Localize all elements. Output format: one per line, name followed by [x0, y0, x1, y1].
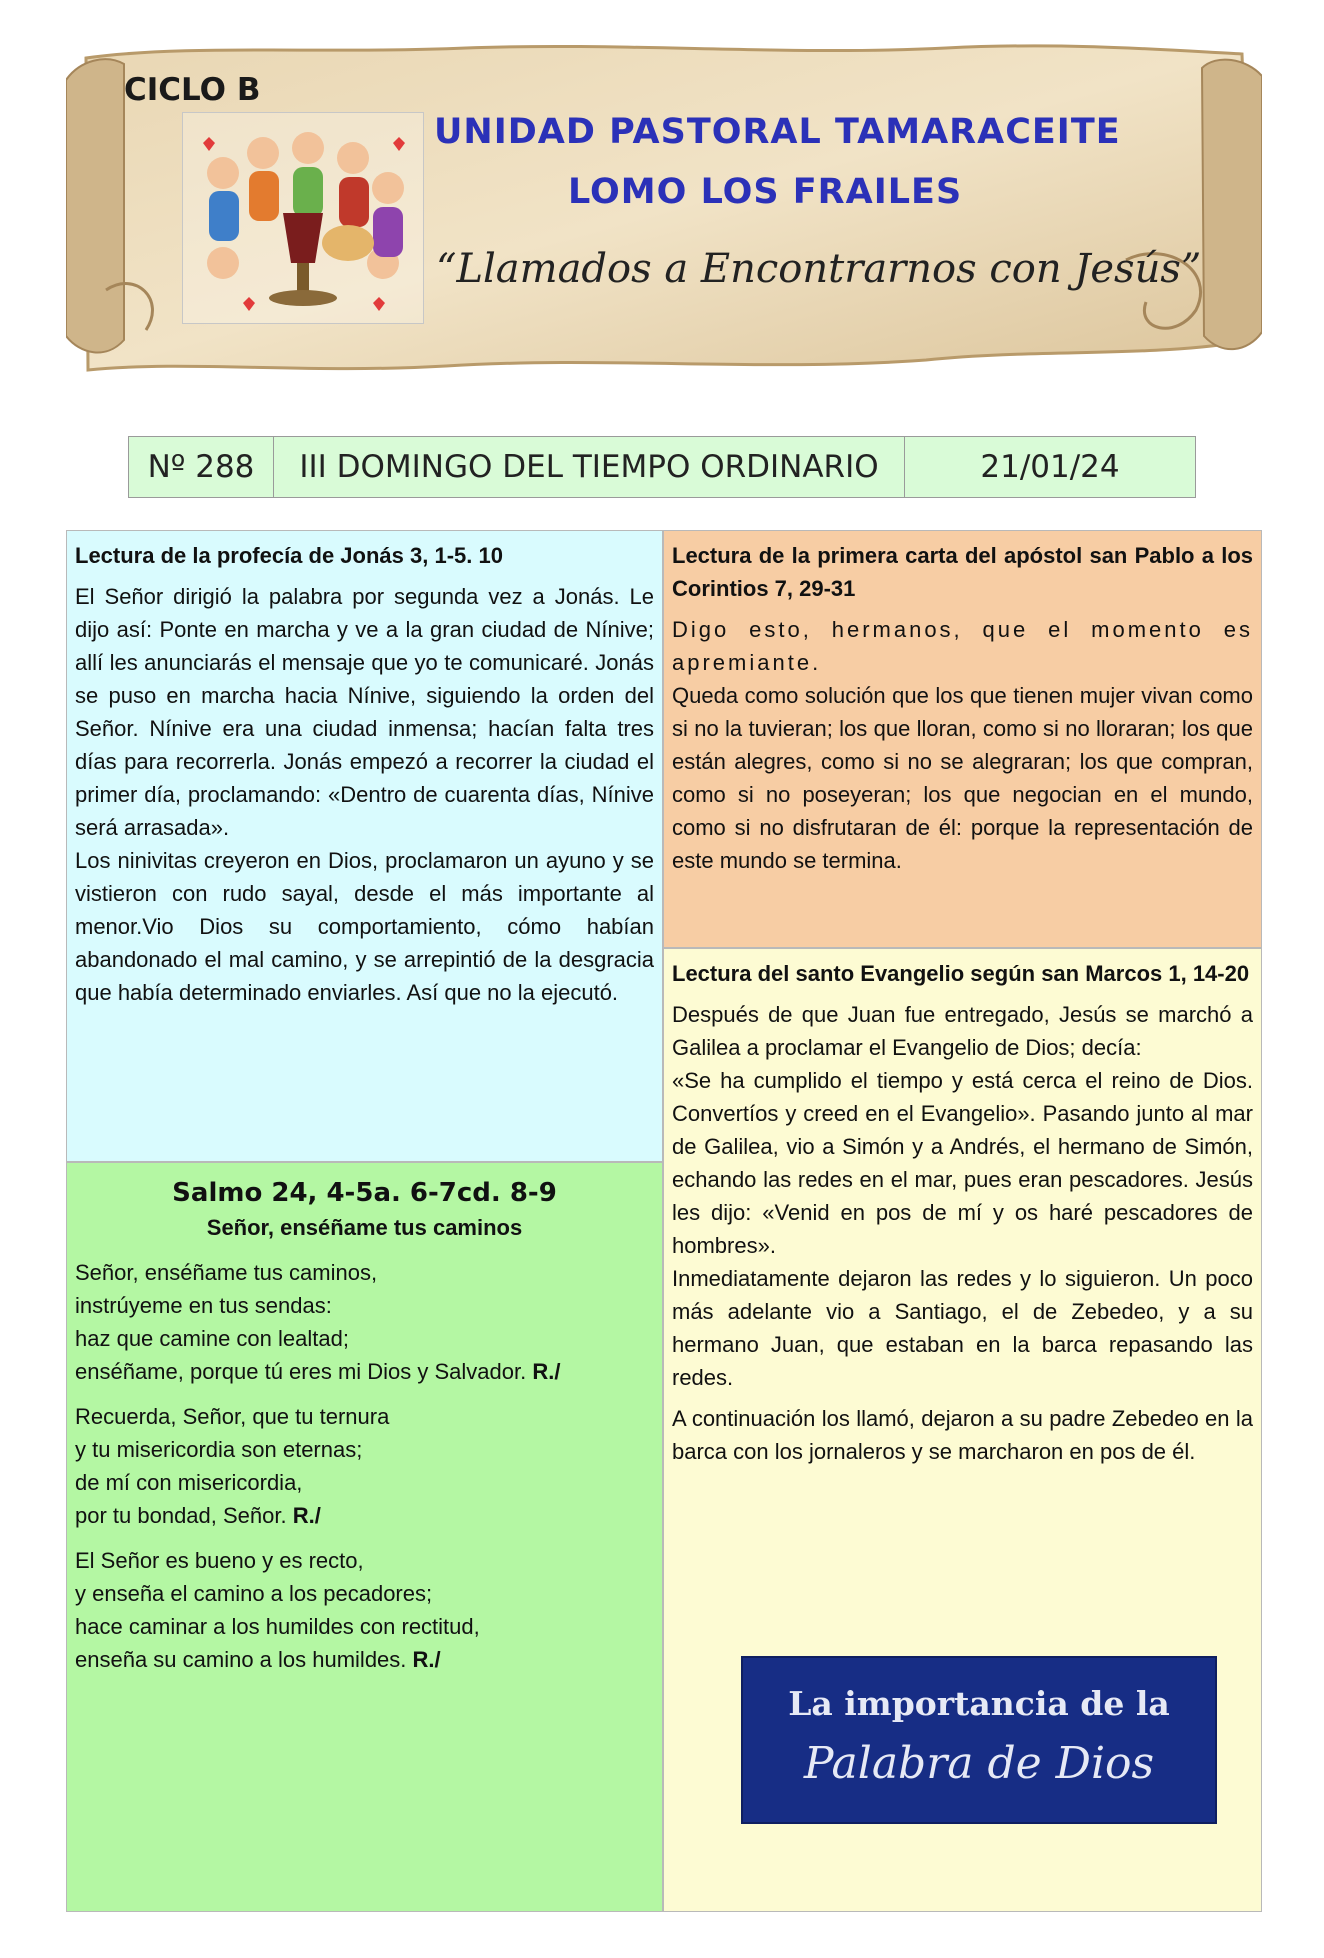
psalm-line-text: por tu bondad, Señor.: [75, 1503, 287, 1528]
psalm-box: [66, 1162, 663, 1912]
ciclo-label: CICLO B: [124, 72, 261, 108]
motto: “Llamados a Encontrarnos con Jesús”: [436, 246, 1202, 292]
issue-info-bar: [128, 436, 1196, 498]
gospel-heading: Lectura del santo Evangelio según san Marcos 1, 14-20: [672, 961, 1250, 986]
psalm-title: Salmo 24, 4-5a. 6-7cd. 8-9: [172, 1178, 557, 1208]
palabra-line1: La importancia de la: [788, 1684, 1170, 1723]
psalm-line-text: enséñame, porque tú eres mi Dios y Salvador.: [75, 1359, 527, 1384]
psalm-line: haz que camine con lealtad;: [75, 1326, 349, 1351]
first-reading-box: [66, 530, 663, 1162]
psalm-line: de mí con misericordia,: [75, 1470, 303, 1495]
refrain-mark: R./: [292, 1503, 321, 1528]
second-reading-paragraph: Queda como solución que los que tienen mujer vivan como si no la tuvieran; los que lloran, como si no lloraran; los que están alegres, como si no se alegraran; los que compran, como si no poseyeran; los que negocian en el mundo, como si no disfrutaran de él: porque la representación de este mundo se termina.: [672, 683, 1253, 873]
psalm-line: [75, 1355, 654, 1388]
psalm-line: El Señor es bueno y es recto,: [75, 1548, 364, 1573]
psalm-line: Recuerda, Señor, que tu ternura: [75, 1404, 390, 1429]
psalm-stanza: [75, 1256, 654, 1388]
gospel-paragraph: Después de que Juan fue entregado, Jesús se marchó a Galilea a proclamar el Evangelio de Dios; decía:: [672, 1002, 1253, 1060]
psalm-line: instrúyeme en tus sendas:: [75, 1293, 332, 1318]
issue-date: 21/01/24: [980, 449, 1120, 485]
issue-number: Nº 288: [129, 437, 274, 497]
gospel-paragraph: «Se ha cumplido el tiempo y está cerca el reino de Dios. Convertíos y creed en el Evangelio». Pasando junto al mar de Galilea, vio a Simón y a Andrés, el hermano de Simón, echando las redes en el mar, pues eran pescadores. Jesús les dijo: «Venid en pos de mí y os haré pescadores de hombres».: [672, 1068, 1253, 1258]
psalm-line-text: enseña su camino a los humildes.: [75, 1647, 407, 1672]
people-around-table-icon: [183, 113, 423, 323]
first-reading-heading: Lectura de la profecía de Jonás 3, 1-5. 10: [75, 543, 503, 568]
psalm-response: Señor, enséñame tus caminos: [206, 1215, 523, 1240]
psalm-line: [75, 1643, 654, 1676]
psalm-line: y tu misericordia son eternas;: [75, 1437, 363, 1462]
refrain-mark: R./: [412, 1647, 441, 1672]
parish-subtitle: LOMO LOS FRAILES: [568, 172, 963, 212]
second-reading-heading: Lectura de la primera carta del apóstol san Pablo a los Corintios 7, 29-31: [672, 543, 1253, 601]
parish-title: UNIDAD PASTORAL TAMARACEITE: [434, 112, 1121, 152]
psalm-stanza: [75, 1544, 654, 1676]
psalm-line: [75, 1499, 654, 1532]
header-banner: [66, 40, 1262, 380]
second-reading-box: [663, 530, 1262, 948]
first-reading-paragraph: Los ninivitas creyeron en Dios, proclamaron un ayuno y se vistieron con rudo sayal, desde el más importante al menor.Vio Dios su comportamiento, cómo habían abandonado el mal camino, y se arrepintió de la desgracia que había determinado enviarles. Así que no la ejecutó.: [75, 848, 654, 1005]
palabra-line2: Palabra de Dios: [803, 1738, 1155, 1789]
liturgical-title: III DOMINGO DEL TIEMPO ORDINARIO: [274, 437, 905, 497]
palabra-de-dios-image: [741, 1656, 1217, 1824]
refrain-mark: R./: [532, 1359, 561, 1384]
gospel-paragraph: Inmediatamente dejaron las redes y lo siguieron. Un poco más adelante vio a Santiago, el de Zebedeo, y a su hermano Juan, que estaban en la barca repasando las redes.: [672, 1266, 1253, 1390]
psalm-line: hace caminar a los humildes con rectitud,: [75, 1614, 480, 1639]
psalm-line: Señor, enséñame tus caminos,: [75, 1260, 378, 1285]
gospel-paragraph: A continuación los llamó, dejaron a su padre Zebedeo en la barca con los jornaleros y se marcharon en pos de él.: [672, 1406, 1253, 1464]
first-reading-paragraph: El Señor dirigió la palabra por segunda vez a Jonás. Le dijo así: Ponte en marcha y ve a la gran ciudad de Nínive; allí les anunciarás el mensaje que yo te comunicaré. Jonás se puso en marcha hacia Nínive, siguiendo la orden del Señor. Nínive era una ciudad inmensa; hacían falta tres días para recorrerla. Jonás empezó a recorrer la ciudad el primer día, proclamando: «Dentro de cuarenta días, Nínive será arrasada».: [75, 584, 654, 840]
community-illustration: [182, 112, 424, 324]
psalm-line: y enseña el camino a los pecadores;: [75, 1581, 433, 1606]
psalm-stanza: [75, 1400, 654, 1532]
second-reading-paragraph: Digo esto, hermanos, que el momento es apremiante.: [672, 617, 1253, 675]
